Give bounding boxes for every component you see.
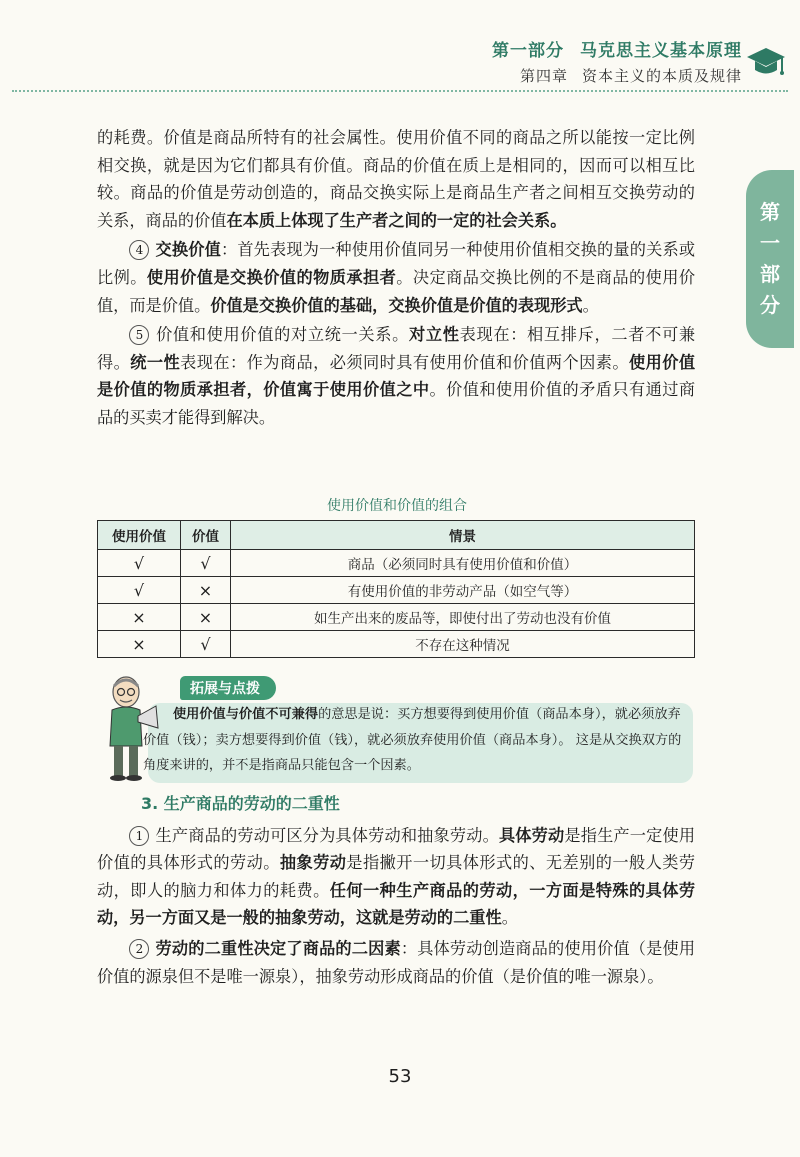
paragraph-unity-opposites: 5 价值和使用价值的对立统一关系。对立性表现在：相互排斥，二者不可兼得。统一性表现在：作为商品，必须同时具有使用价值和价值两个因素。使用价值是价值的物质承担者，价值寓于使用价值之中。价值和使用价值的矛盾只有通过商品的买卖才能得到解决。 [97,325,696,427]
column-header: 使用价值 [98,521,181,550]
table-cell: × [181,604,231,631]
header-book: 马克思主义基本原理 [580,41,742,61]
header-divider [12,90,788,92]
table-cell: √ [181,550,231,577]
table-header-row [98,521,695,550]
circled-number: 1 [129,826,149,846]
header-chapter-title: 资本主义的本质及规律 [581,67,742,85]
table-cell: √ [98,577,181,604]
circled-number: 2 [129,939,149,959]
header-chapter: 第四章 [519,67,568,85]
body-text [97,124,695,434]
running-header [476,36,742,86]
table-row [98,604,695,631]
table-cell: √ [98,550,181,577]
tip-text: 使用价值与价值不可兼得的意思是说：买方想要得到使用价值（商品本身），就必须放弃价值（钱）；卖方想要得到价值（钱），就必须放弃使用价值（商品本身）。 这是从交换双方的角度来讲的，并不是指商品只能包含一个因素。 [143,707,682,773]
header-part: 第一部分 [492,41,564,61]
section-dual-labor [97,790,695,993]
paragraph-concrete-abstract-labor: 1 生产商品的劳动可区分为具体劳动和抽象劳动。具体劳动是指生产一定使用价值的具体形式的劳动。抽象劳动是指撇开一切具体形式的、无差别的一般人类劳动，即人的脑力和体力的耗费。任何一种生产商品的劳动，一方面是特殊的具体劳动，另一方面又是一般的抽象劳动，这就是劳动的二重性。 [97,825,696,928]
table-caption: 使用价值和价值的组合 [327,498,467,514]
table-row [98,550,695,577]
column-header: 情景 [231,521,695,550]
table-row [98,631,695,658]
paragraph-value: 的耗费。价值是商品所特有的社会属性。使用价值不同的商品之所以能按一定比例相交换，就是因为它们都具有价值。商品的价值在质上是相同的，因而可以相互比较。商品的价值是劳动创造的，商品交换实际上是商品生产者之间相互交换劳动的关系，商品的价值在本质上体现了生产者之间的一定的社会关系。 [97,128,695,230]
paragraph-exchange-value: 4 交换价值：首先表现为一种使用价值同另一种使用价值相交换的量的关系或比例。使用价值是交换价值的物质承担者。决定商品交换比例的不是商品的使用价值，而是价值。价值是交换价值的基础，交换价值是价值的表现形式。 [97,240,696,315]
section-title: 3. 生产商品的劳动的二重性 [141,794,340,813]
part-side-tab: 第 一 部 分 [746,170,794,348]
circled-number: 5 [129,325,149,345]
table-cell: 如生产出来的废品等，即使付出了劳动也没有价值 [231,604,695,631]
circled-number: 4 [129,240,149,260]
table-cell: × [181,577,231,604]
column-header: 价值 [181,521,231,550]
page-number: 53 [388,1066,412,1087]
table-row [98,577,695,604]
table-cell: 有使用价值的非劳动产品（如空气等） [231,577,695,604]
table-cell: 商品（必须同时具有使用价值和价值） [231,550,695,577]
paragraph-dual-labor-factors: 2 劳动的二重性决定了商品的二因素：具体劳动创造商品的使用价值（是使用价值的源泉但不是唯一源泉），抽象劳动形成商品的价值（是价值的唯一源泉）。 [97,938,696,986]
value-combination-table [97,520,695,658]
table-cell: × [98,604,181,631]
table-cell: 不存在这种情况 [231,631,695,658]
table-cell: √ [181,631,231,658]
tip-label: 拓展与点拨 [180,676,276,700]
table-cell: × [98,631,181,658]
graduation-cap-icon [746,46,786,80]
